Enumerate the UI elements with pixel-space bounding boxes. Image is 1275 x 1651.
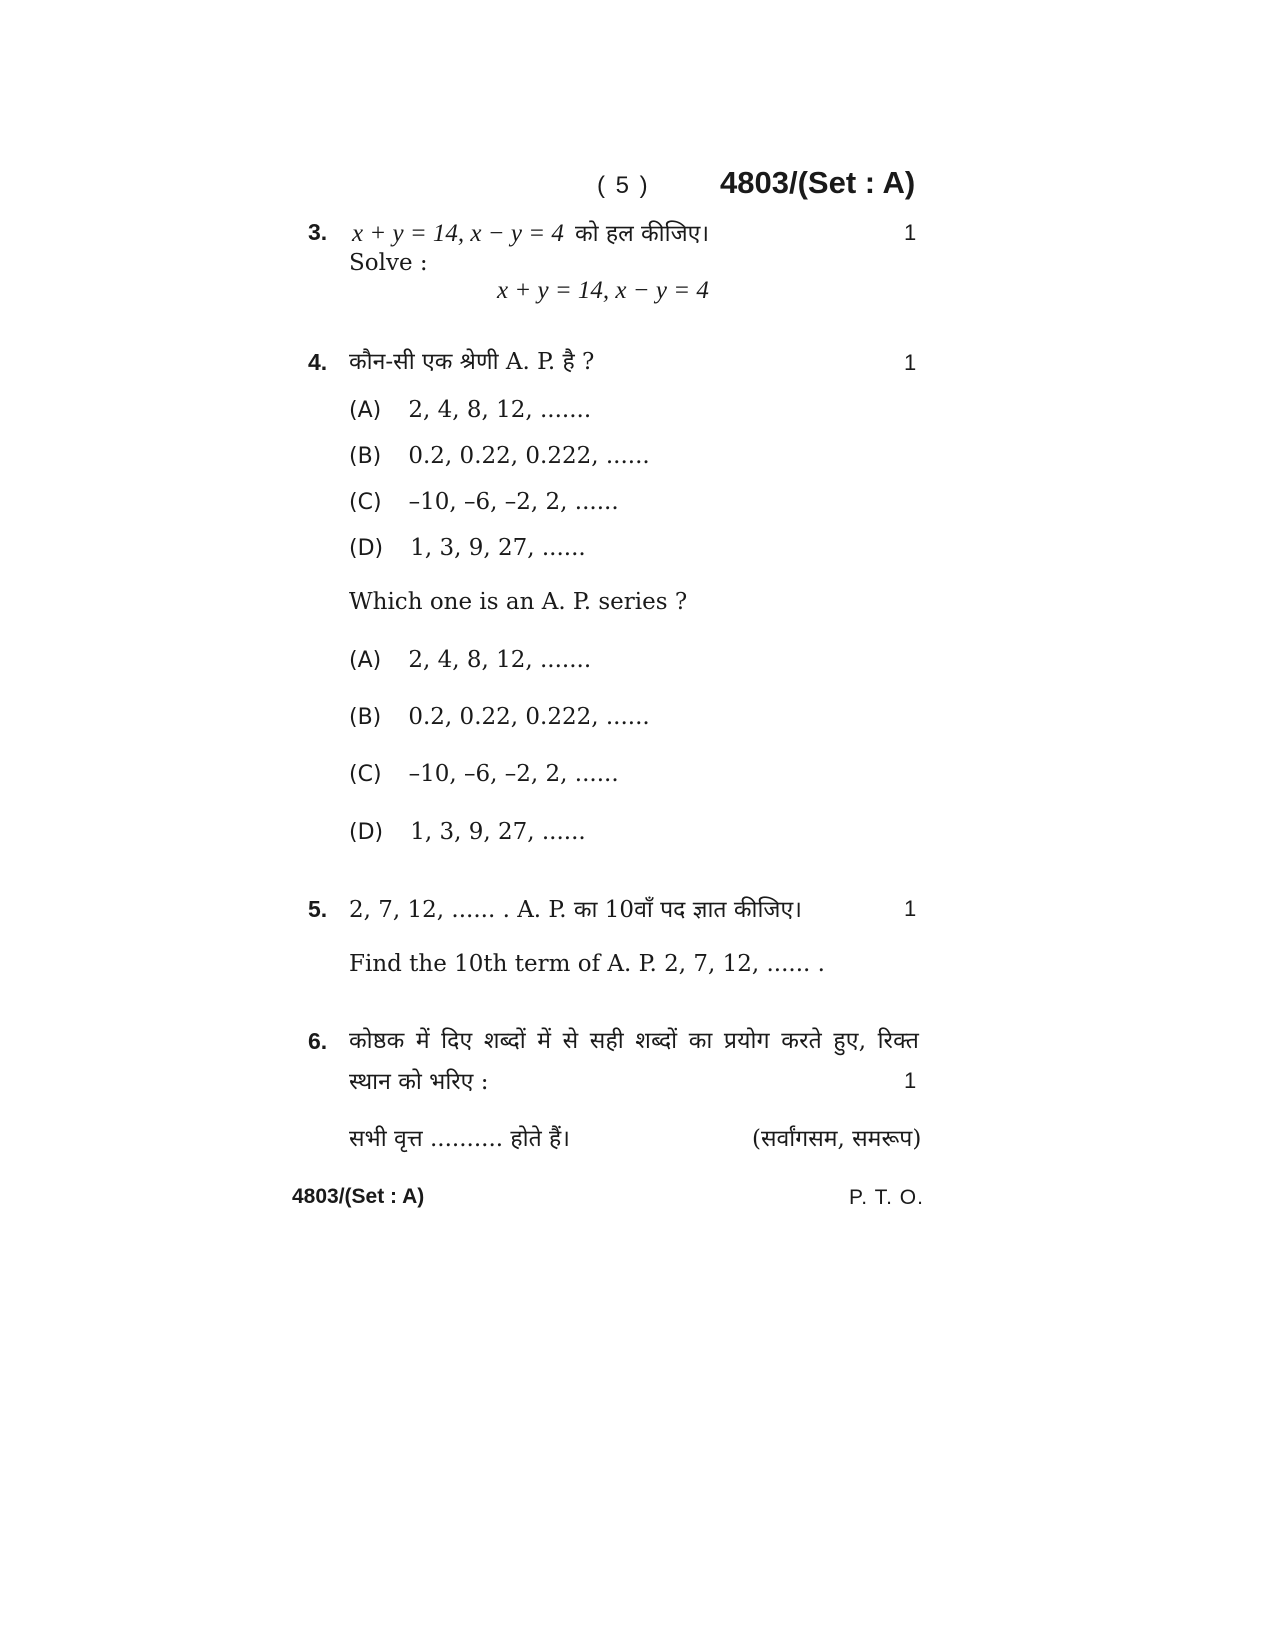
question-number: 6. (308, 1028, 328, 1054)
hindi-line-1: कोष्ठक में दिए शब्दों में से सही शब्दों का प्रयोग करते हुए, रिक्त (349, 1028, 919, 1054)
hindi-line-2: स्थान को भरिए : (349, 1069, 489, 1095)
set-code-header: 4803/(Set : A) (720, 165, 916, 200)
pto-label: P. T. O. (849, 1186, 924, 1209)
hindi-text: को हल कीजिए। (574, 221, 710, 247)
marks: 1 (904, 896, 917, 921)
marks: 1 (904, 220, 917, 245)
option-b-hindi (349, 443, 650, 469)
option-label: (B) (349, 444, 382, 469)
option-d-hindi (349, 535, 586, 561)
option-value: 2, 4, 8, 12, ....... (408, 397, 592, 423)
fill-blank-sentence: सभी वृत्त .......... होते हैं। (349, 1126, 570, 1152)
english-text: Find the 10th term of A. P. 2, 7, 12, ...... . (349, 951, 825, 977)
option-value: 0.2, 0.22, 0.222, ...... (408, 704, 650, 730)
option-label: (D) (349, 820, 384, 845)
option-label: (A) (349, 648, 382, 673)
question-hindi-line (352, 216, 709, 248)
option-label: (C) (349, 490, 382, 515)
marks: 1 (904, 350, 917, 375)
question-number: 4. (308, 349, 328, 375)
option-c-english (349, 761, 619, 787)
option-value: 1, 3, 9, 27, ...... (410, 819, 586, 845)
page-number: ( 5 ) (597, 172, 650, 199)
english-equation: x + y = 14, x − y = 4 (497, 277, 709, 304)
word-choices: (सर्वांगसम, समरूप) (752, 1126, 922, 1152)
option-b-english (349, 704, 650, 730)
hindi-question: कौन-सी एक श्रेणी A. P. है ? (349, 349, 595, 375)
option-d-english (349, 819, 586, 845)
equation: x + y = 14, x − y = 4 (352, 220, 564, 247)
hindi-text: 2, 7, 12, ...... . A. P. का 10वाँ पद ज्ञात कीजिए। (349, 897, 802, 923)
option-a-english (349, 647, 591, 673)
set-code-footer: 4803/(Set : A) (292, 1185, 425, 1208)
english-label: Solve : (349, 250, 428, 276)
marks: 1 (904, 1068, 917, 1093)
question-number: 5. (308, 896, 328, 922)
option-c-hindi (349, 489, 619, 515)
option-label: (D) (349, 536, 384, 561)
option-value: –10, –6, –2, 2, ...... (408, 761, 619, 787)
question-number: 3. (308, 219, 328, 245)
option-value: –10, –6, –2, 2, ...... (408, 489, 619, 515)
option-label: (A) (349, 398, 382, 423)
english-question: Which one is an A. P. series ? (349, 589, 688, 615)
option-value: 2, 4, 8, 12, ....... (408, 647, 592, 673)
option-value: 0.2, 0.22, 0.222, ...... (408, 443, 650, 469)
option-label: (B) (349, 705, 382, 730)
option-a-hindi (349, 397, 591, 423)
option-value: 1, 3, 9, 27, ...... (410, 535, 586, 561)
option-label: (C) (349, 762, 382, 787)
